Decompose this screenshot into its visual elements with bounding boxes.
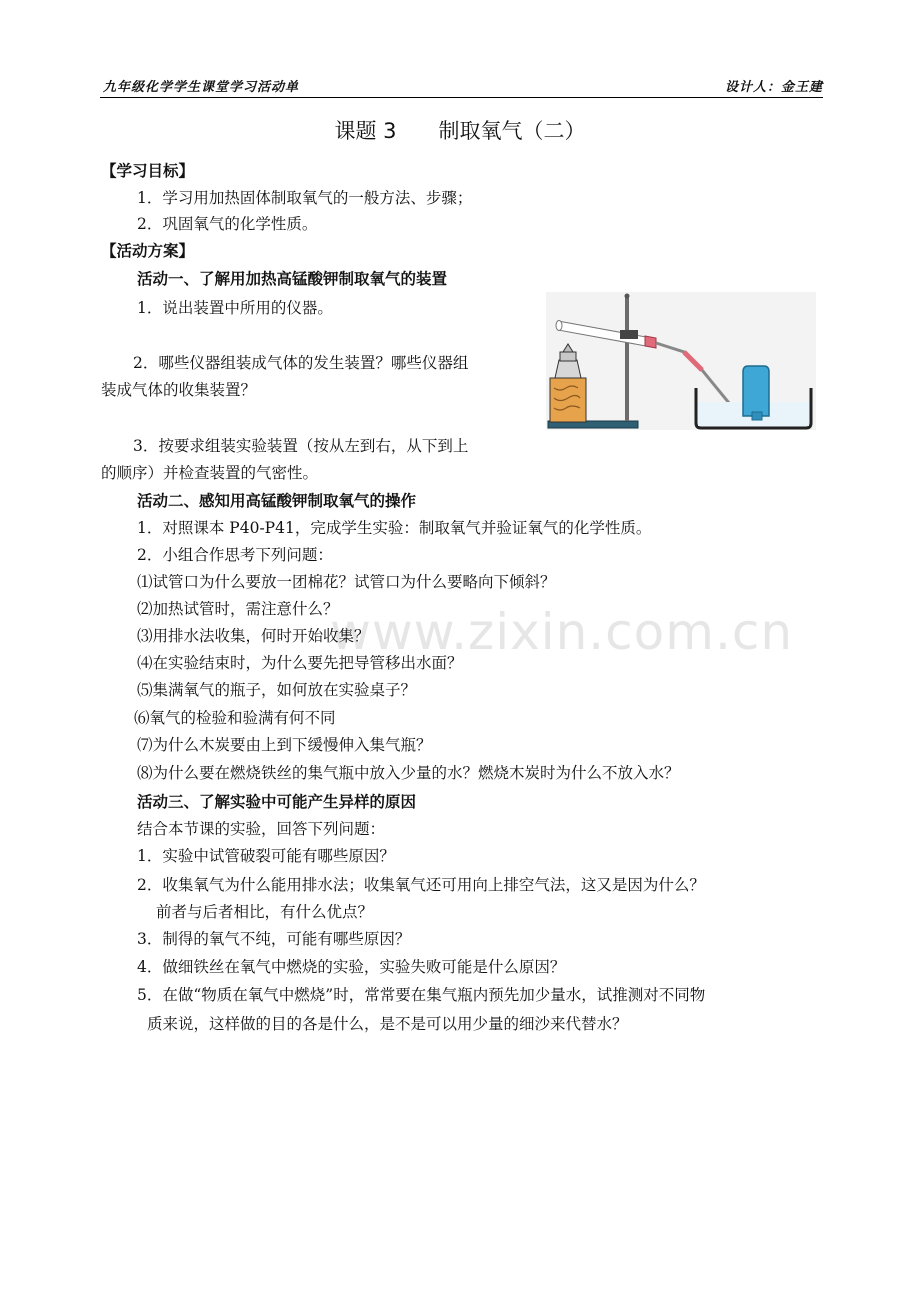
stand-rod-top	[625, 294, 630, 299]
oxygen-apparatus-illustration	[546, 292, 816, 430]
goals-heading: 【学习目标】	[101, 162, 195, 180]
header-left: 九年级化学学生课堂学习活动单	[103, 80, 300, 95]
activity2-question: ⑷在实验结束时，为什么要先把导管移出水面？	[137, 654, 463, 672]
activity3-question: 1．实验中试管破裂可能有哪些原因？	[137, 847, 395, 865]
clamp	[620, 330, 638, 339]
stand-rod	[625, 295, 629, 421]
wooden-block	[550, 378, 586, 422]
gas-collecting-bottle	[743, 366, 769, 416]
activity2-question: ⑻为什么要在燃烧铁丝的集气瓶中放入少量的水？燃烧木炭时为什么不放入水？	[137, 764, 680, 782]
activity3-question-cont: 质来说，这样做的目的各是什么，是不是可以用少量的细沙来代替水？	[147, 1015, 628, 1033]
title-part2: 制取氧气（二）	[438, 119, 586, 143]
title-part1: 课题 3	[334, 119, 397, 143]
activity2-heading: 活动二、感知用高锰酸钾制取氧气的操作	[137, 492, 417, 510]
activity1-question-cont: 装成气体的收集装置？	[101, 381, 257, 399]
activity2-question: ⑶用排水法收集，何时开始收集？	[137, 627, 370, 645]
activity1-question: 2．哪些仪器组装成气体的发生装置？哪些仪器组	[133, 354, 469, 372]
activity2-question: ⑴试管口为什么要放一团棉花？试管口为什么要略向下倾斜？	[137, 573, 556, 591]
goal-item: 2．巩固氧气的化学性质。	[137, 215, 318, 233]
page-title	[0, 115, 920, 145]
alcohol-lamp-cap	[560, 352, 576, 361]
activity3-question: 2．收集氧气为什么能用排水法；收集氧气还可用向上排空气法，这又是因为什么？	[137, 876, 705, 894]
activity3-question: 4．做细铁丝在氧气中燃烧的实验，实验失败可能是什么原因？	[137, 958, 566, 976]
activity3-question-cont: 前者与后者相比，有什么优点？	[156, 903, 374, 921]
header-divider	[100, 97, 823, 98]
test-tube-bottom	[556, 321, 562, 331]
goal-item: 1．学习用加热固体制取氧气的一般方法、步骤；	[137, 189, 473, 207]
activity1-question-cont: 的顺序）并检查装置的气密性。	[101, 464, 319, 482]
plan-heading: 【活动方案】	[101, 242, 195, 260]
activity3-heading: 活动三、了解实验中可能产生异样的原因	[137, 793, 417, 811]
activity2-question: ⑵加热试管时，需注意什么？	[137, 600, 339, 618]
activity3-intro: 结合本节课的实验，回答下列问题：	[137, 820, 386, 838]
activity2-question: ⑸集满氧气的瓶子，如何放在实验桌子？	[137, 681, 417, 699]
alcohol-lamp-body	[555, 360, 581, 378]
activity3-question: 3．制得的氧气不纯，可能有哪些原因？	[137, 930, 411, 948]
activity1-heading: 活动一、了解用加热高锰酸钾制取氧气的装置	[137, 270, 448, 288]
activity2-question: ⑺为什么木炭要由上到下缓慢伸入集气瓶？	[137, 736, 432, 754]
watermark: www.zixin.com.cn	[330, 603, 794, 661]
activity3-question: 5．在做“物质在氧气中燃烧”时，常常要在集气瓶内预先加少量水，试推测对不同物	[137, 986, 706, 1004]
activity2-item: 2．小组合作思考下列问题：	[137, 546, 333, 564]
activity1-question: 1．说出装置中所用的仪器。	[137, 299, 333, 317]
activity2-item: 1．对照课本 P40-P41，完成学生实验：制取氧气并验证氧气的化学性质。	[137, 519, 652, 537]
bottle-mouth	[752, 412, 762, 420]
header-right: 设计人：金王建	[724, 80, 823, 95]
rubber-stopper	[645, 336, 656, 348]
activity2-question: ⑹氧气的检验和验满有何不同	[134, 709, 336, 727]
activity1-question: 3．按要求组装实验装置（按从左到右，从下到上	[133, 437, 469, 455]
